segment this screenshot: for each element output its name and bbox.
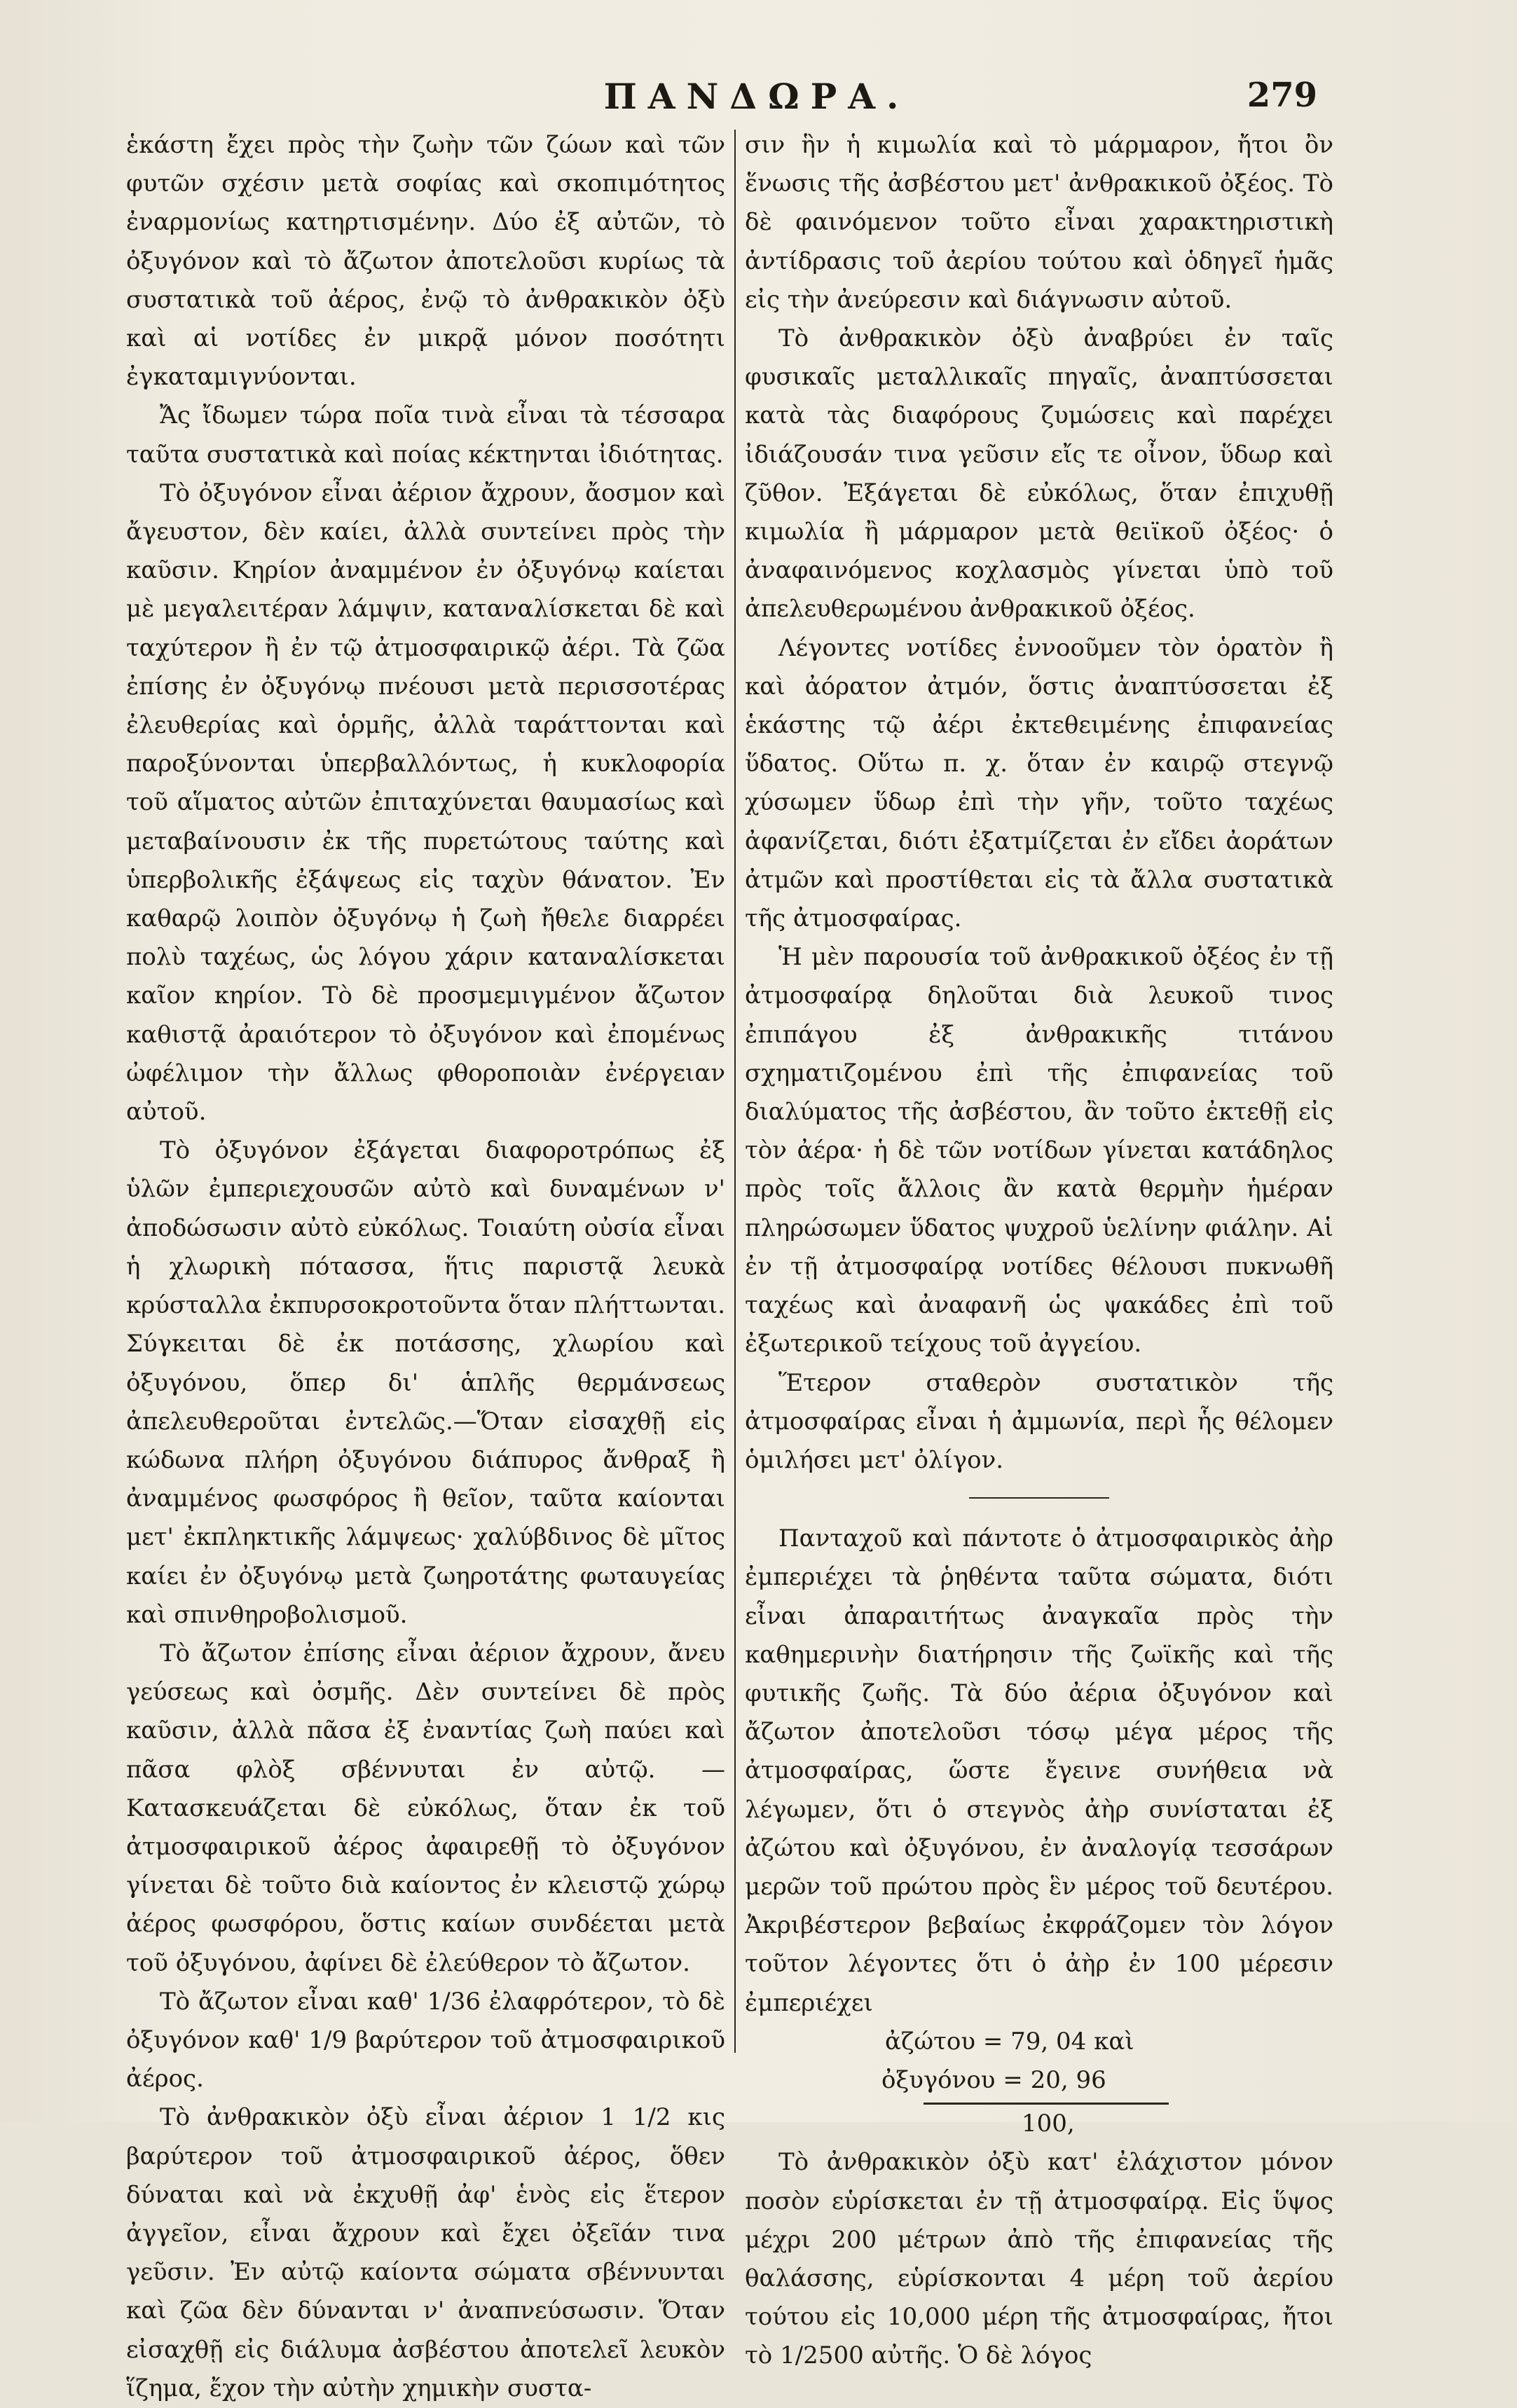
paragraph: Τὸ ἀνθρακικὸν ὀξὺ εἶναι ἀέριον 1 1/2 κις βαρύτερον τοῦ ἀτμοσφαιρικοῦ ἀέρος, ὅθεν δύναται καὶ νὰ ἐκχυθῇ ἀφ' ἑνὸς εἰς ἕτερον ἀγγεῖον, εἶναι ἄχρουν καὶ ἔχει ὀξεῖάν τινα γεῦσιν. Ἐν αὐτῷ καίοντα σώματα σβέννυνται καὶ ζῶα δὲν δύνανται ν' ἀναπνεύσωσιν. Ὅταν εἰσαχθῇ εἰς διάλυμα ἀσβέστου ἀποτελεῖ λευκὸν ἵζημα, ἔχον τὴν αὐτὴν χημικὴν συστα- [126, 2103, 725, 2402]
paragraph: Ἡ μὲν παρουσία τοῦ ἀνθρακικοῦ ὀξέος ἐν τῇ ἀτμοσφαίρᾳ δηλοῦται διὰ λευκοῦ τινος ἐπιπάγου ἐξ ἀνθρακικῆς τιτάνου σχηματιζομένου ἐπὶ τῆς ἐπιφανείας τοῦ διαλύματος τῆς ἀσβέστου, ἂν τοῦτο ἐκτεθῇ εἰς τὸν ἀέρα· ἡ δὲ τῶν νοτίδων γίνεται κατάδηλος πρὸς τοῖς ἄλλοις ἂν κατὰ θερμὴν ἡμέραν πληρώσωμεν ὕδατος ψυχροῦ ὑελίνην φιάλην. Αἱ ἐν τῇ ἀτμοσφαίρᾳ νοτίδες θέλουσι πυκνωθῆ ταχέως καὶ ἀναφανῆ ὡς ψακάδες ἐπὶ τοῦ ἐξωτερικοῦ τείχους τοῦ ἀγγείου. [745, 943, 1333, 1358]
left-column [126, 126, 725, 2408]
paragraph: σιν ἣν ἡ κιμωλία καὶ τὸ μάρμαρον, ἤτοι ὂν ἕνωσις τῆς ἀσβέστου μετ' ἀνθρακικοῦ ὀξέος. Τὸ δὲ φαινόμενον τοῦτο εἶναι χαρακτηριστικὴ ἀντίδρασις τοῦ ἀερίου τούτου καὶ ὁδηγεῖ ἡμᾶς εἰς τὴν ἀνεύρεσιν καὶ διάγνωσιν αὐτοῦ. [745, 131, 1333, 314]
page-number: 279 [1247, 76, 1317, 115]
page-header [0, 76, 1517, 125]
paragraph: Τὸ ἀνθρακικὸν ὀξὺ ἀναβρύει ἐν ταῖς φυσικαῖς μεταλλικαῖς πηγαῖς, ἀναπτύσσεται κατὰ τὰς διαφόρους ζυμώσεις καὶ παρέχει ἰδιάζουσάν τινα γεῦσιν εἴς τε οἶνον, ὕδωρ καὶ ζῦθον. Ἐξάγεται δὲ εὐκόλως, ὅταν ἐπιχυθῇ κιμωλία ἢ μάρμαρον μετὰ θειϊκοῦ ὀξέος· ὁ ἀναφαινόμενος κοχλασμὸς γίνεται ὑπὸ τοῦ ἀπελευθερωμένου ἀνθρακικοῦ ὀξέος. [745, 324, 1333, 624]
section-separator [969, 1497, 1109, 1499]
composition-total: 100, [1022, 2110, 1075, 2138]
running-title: ΠΑΝΔΩΡΑ. [603, 76, 910, 117]
composition-line-oxygen: ὀξυγόνου = 20, 96 [881, 2065, 1106, 2094]
paragraph: Τὸ ὀξυγόνον εἶναι ἀέριον ἄχρουν, ἄοσμον καὶ ἄγευστον, δὲν καίει, ἀλλὰ συντείνει πρὸς τὴν καῦσιν. Κηρίον ἀναμμένον ἐν ὀξυγόνῳ καίεται μὲ μεγαλειτέραν λάμψιν, καταναλίσκεται δὲ καὶ ταχύτερον ἢ ἐν τῷ ἀτμοσφαιρικῷ ἀέρι. Τὰ ζῶα ἐπίσης ἐν ὀξυγόνῳ πνέουσι μετὰ περισσοτέρας ἐλευθερίας καὶ ὁρμῆς, ἀλλὰ ταράττονται καὶ παροξύνονται ὑπερβαλλόντως, ἡ κυκλοφορία τοῦ αἵματος αὐτῶν ἐπιταχύνεται θαυμασίως καὶ μεταβαίνουσιν ἐκ τῆς πυρετώτους ταύτης καὶ ὑπερβολικῆς ἐξάψεως εἰς ταχὺν θάνατον. Ἐν καθαρῷ λοιπὸν ὀξυγόνῳ ἡ ζωὴ ἤθελε διαρρέει πολὺ ταχέως, ὡς λόγου χάριν καταναλίσκεται καῖον κηρίον. Τὸ δὲ προσμεμιγμένον ἄζωτον καθιστᾷ ἀραιότερον τὸ ὀξυγόνον καὶ ἐπομένως ὠφέλιμον τὴν ἄλλως φθοροποιὰν ἐνέργειαν αὐτοῦ. [126, 479, 725, 1127]
paragraph: Πανταχοῦ καὶ πάντοτε ὁ ἀτμοσφαιρικὸς ἀὴρ ἐμπεριέχει τὰ ῥηθέντα ταῦτα σώματα, διότι εἶναι ἀπαραιτήτως ἀναγκαῖα πρὸς τὴν καθημερινὴν διατήρησιν τῆς ζωϊκῆς καὶ τῆς φυτικῆς ζωῆς. Τὰ δύο ἀέρια ὀξυγόνον καὶ ἄζωτον ἀποτελοῦσι τόσῳ μέγα μέρος τῆς ἀτμοσφαίρας, ὥστε ἔγεινε συνήθεια νὰ λέγωμεν, ὅτι ὁ στεγνὸς ἀὴρ συνίσταται ἐξ ἀζώτου καὶ ὀξυγόνου, ἐν ἀναλογίᾳ τεσσάρων μερῶν τοῦ πρώτου πρὸς ἓν μέρος τοῦ δευτέρου. Ἀκριβέστερον βεβαίως ἐκφράζομεν τὸν λόγον τοῦτον λέγοντες ὅτι ὁ ἀὴρ ἐν 100 μέρεσιν ἐμπεριέχει [745, 1525, 1333, 2017]
column-divider [734, 130, 736, 2053]
paragraph: Τὸ ἀνθρακικὸν ὀξὺ κατ' ἐλάχιστον μόνον ποσὸν εὑρίσκεται ἐν τῇ ἀτμοσφαίρᾳ. Εἰς ὕψος μέχρι 200 μέτρων ἀπὸ τῆς ἐπιφανείας τῆς θαλάσσης, εὑρίσκονται 4 μέρη τοῦ ἀερίου τούτου εἰς 10,000 μέρη τῆς ἀτμοσφαίρας, ἤτοι τὸ 1/2500 αὐτῆς. Ὁ δὲ λόγος [745, 2148, 1333, 2370]
paragraph: Τὸ ἄζωτον εἶναι καθ' 1/36 ἐλαφρότερον, τὸ δὲ ὀξυγόνον καθ' 1/9 βαρύτερον τοῦ ἀτμοσφαιρικοῦ ἀέρος. [126, 1987, 725, 2093]
paragraph: Τὸ ἄζωτον ἐπίσης εἶναι ἀέριον ἄχρουν, ἄνευ γεύσεως καὶ ὀσμῆς. Δὲν συντείνει δὲ πρὸς καῦσιν, ἀλλὰ πᾶσα ἐξ ἐναντίας ζωὴ παύει καὶ πᾶσα φλὸξ σβέννυται ἐν αὐτῷ. — Κατασκευάζεται δὲ εὐκόλως, ὅταν ἐκ τοῦ ἀτμοσφαιρικοῦ ἀέρος ἀφαιρεθῇ τὸ ὀξυγόνον γίνεται δὲ τοῦτο διὰ καίοντος ἐν κλειστῷ χώρῳ ἀέρος φωσφόρου, ὅστις καίων συνδέεται μετὰ τοῦ ὀξυγόνου, ἀφίνει δὲ ἐλεύθερον τὸ ἄζωτον. [126, 1639, 725, 1977]
right-column [745, 126, 1333, 2376]
paragraph: Ἕτερον σταθερὸν συστατικὸν τῆς ἀτμοσφαίρας εἶναι ἡ ἀμμωνία, περὶ ἧς θέλομεν ὁμιλήσει μετ' ὀλίγον. [745, 1368, 1333, 1474]
composition-line-nitrogen: ἀζώτου = 79, 04 καὶ [885, 2027, 1134, 2056]
paragraph: ἑκάστη ἔχει πρὸς τὴν ζωὴν τῶν ζώων καὶ τῶν φυτῶν σχέσιν μετὰ σοφίας καὶ σκοπιμότητος ἐναρμονίως κατηρτισμένην. Δύο ἐξ αὐτῶν, τὸ ὀξυγόνον καὶ τὸ ἄζωτον ἀποτελοῦσι κυρίως τὰ συστατικὰ τοῦ ἀέρος, ἐνῷ τὸ ἀνθρακικὸν ὀξὺ καὶ αἱ νοτίδες ἐν μικρᾷ μόνον ποσότητι ἐγκαταμιγνύονται. [126, 131, 725, 392]
paragraph: Λέγοντες νοτίδες ἐννοοῦμεν τὸν ὁρατὸν ἢ καὶ ἀόρατον ἀτμόν, ὅστις ἀναπτύσσεται ἐξ ἑκάστης τῷ ἀέρι ἐκτεθειμένης ἐπιφανείας ὕδατος. Οὕτω π. χ. ὅταν ἐν καιρῷ στεγνῷ χύσωμεν ὕδωρ ἐπὶ τὴν γῆν, τοῦτο ταχέως ἀφανίζεται, διότι ἐξατμίζεται ἐν εἴδει ἀοράτων ἀτμῶν καὶ προστίθεται εἰς τὰ ἄλλα συστατικὰ τῆς ἀτμοσφαίρας. [745, 633, 1333, 933]
paragraph: Ἄς ἴδωμεν τώρα ποῖα τινὰ εἶναι τὰ τέσσαρα ταῦτα συστατικὰ καὶ ποίας κέκτηνται ἰδιότητας. [126, 401, 725, 469]
paragraph: Τὸ ὀξυγόνον ἐξάγεται διαφοροτρόπως ἐξ ὑλῶν ἐμπεριεχουσῶν αὐτὸ καὶ δυναμένων ν' ἀποδώσωσιν αὐτὸ εὐκόλως. Τοιαύτη οὐσία εἶναι ἡ χλωρικὴ πότασσα, ἥτις παριστᾷ λευκὰ κρύσταλλα ἐκπυρσοκροτοῦντα ὅταν πλήττωνται. Σύγκειται δὲ ἐκ ποτάσσης, χλωρίου καὶ ὀξυγόνου, ὅπερ δι' ἁπλῆς θερμάνσεως ἀπελευθεροῦται ἐντελῶς.—Ὅταν εἰσαχθῇ εἰς κώδωνα πλήρη ὀξυγόνου διάπυρος ἄνθραξ ἢ ἀναμμένος φωσφόρος ἢ θεῖον, ταῦτα καίονται μετ' ἐκπληκτικῆς λάμψεως· χαλύβδινος δὲ μῖτος καίει ἐν ὀξυγόνῳ μετὰ ζωηροτάτης φωταυγείας καὶ σπινθηροβολισμοῦ. [126, 1136, 725, 1629]
